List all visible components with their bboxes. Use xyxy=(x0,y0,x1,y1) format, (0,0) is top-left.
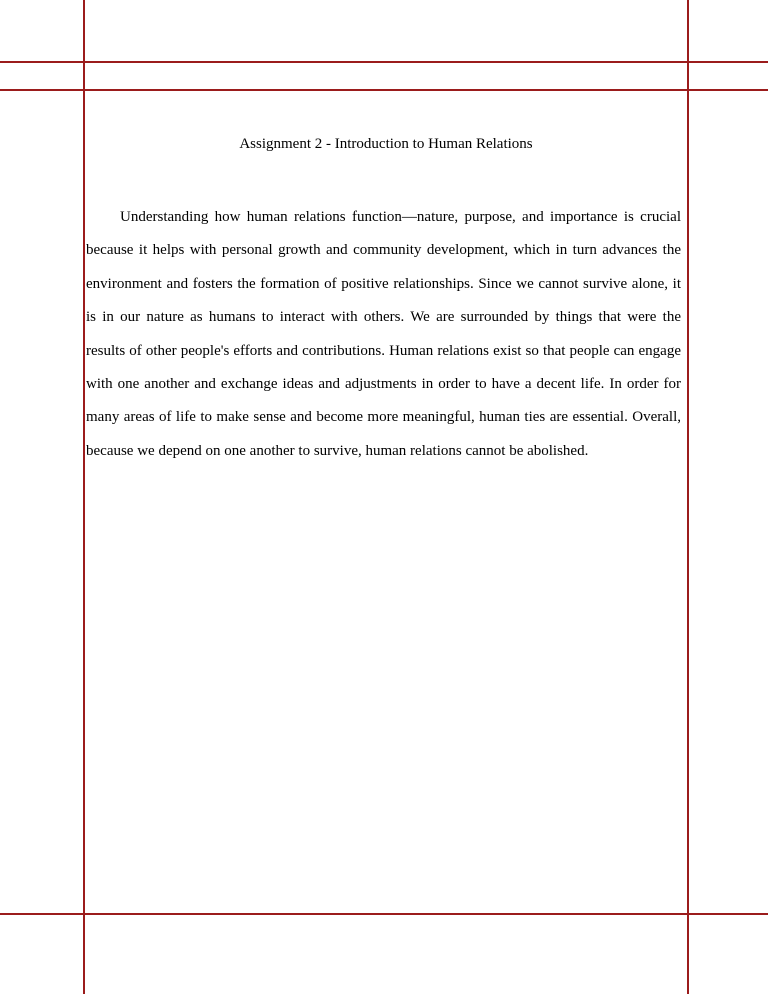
margin-rule-right xyxy=(687,0,689,994)
footer-rule xyxy=(0,913,768,915)
margin-rule-left xyxy=(83,0,85,994)
body-paragraph: Understanding how human relations function—nature, purpose, and importance is crucial because it helps with personal growth and community development, which in turn advances the environment and fosters the formation of positive relationships. Since we cannot survive alone, it is in our nature as humans to interact with others. We are surrounded by things that were the results of other people's efforts and contributions. Human relations exist so that people can engage with one another and exchange ideas and adjustments in order to have a decent life. In order for many areas of life to make sense and become more meaningful, human ties are essential. Overall, because we depend on one another to survive, human relations cannot be abolished. xyxy=(86,209,681,459)
document-title: Assignment 2 - Introduction to Human Relations xyxy=(239,136,533,152)
header-rule-second xyxy=(0,89,768,91)
header-rule-top xyxy=(0,61,768,63)
